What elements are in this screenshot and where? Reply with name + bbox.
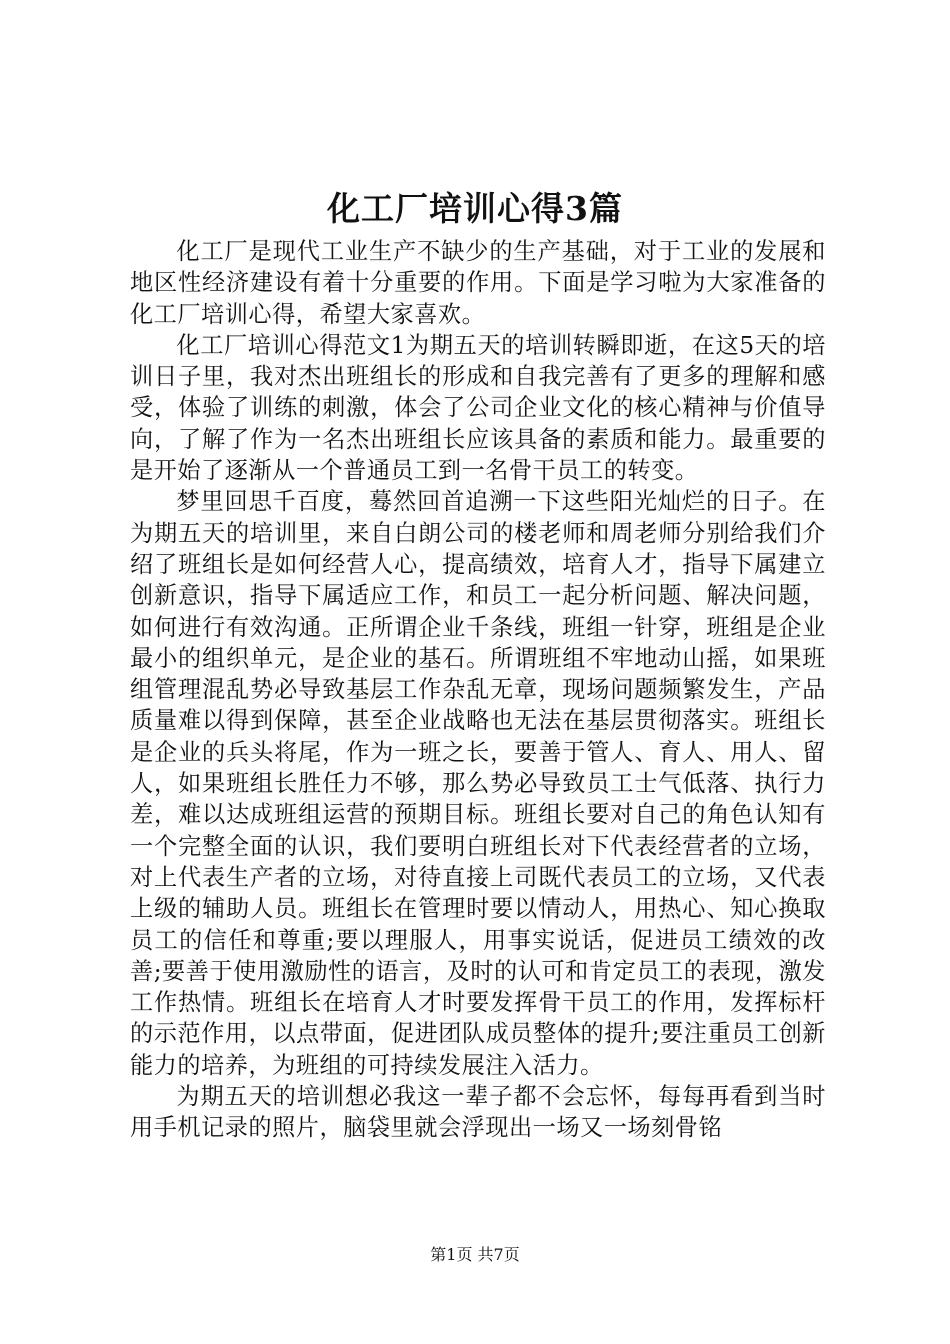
- document-title: 化工厂培训心得3篇: [327, 189, 623, 228]
- paragraph-sample-1: 化工厂培训心得范文1为期五天的培训转瞬即逝，在这5天的培训日子里，我对杰出班组长的形成和自我完善有了更多的理解和感受，体验了训练的刺激，体会了公司企业文化的核心精神与价值导向，了解了作为一名杰出班组长应该具备的素质和能力。最重要的是开始了逐渐从一个普通员工到一名骨干员工的转变。: [130, 331, 826, 485]
- paragraph-training-details: 梦里回思千百度，蓦然回首追溯一下这些阳光灿烂的日子。在为期五天的培训里，来自白朗公司的楼老师和周老师分别给我们介绍了班组长是如何经营人心，提高绩效，培育人才，指导下属建立创新意识，指导下属适应工作，和员工一起分析问题、解决问题，如何进行有效沟通。正所谓企业千条线，班组一针穿，班组是企业最小的组织单元，是企业的基石。所谓班组不牢地动山摇，如果班组管理混乱势必导致基层工作杂乱无章，现场问题频繁发生，产品质量难以得到保障，甚至企业战略也无法在基层贯彻落实。班组长是企业的兵头将尾，作为一班之长，要善于管人、育人、用人、留人，如果班组长胜任力不够，那么势必导致员工士气低落、执行力差，难以达成班组运营的预期目标。班组长要对自己的角色认知有一个完整全面的认识，我们要明白班组长对下代表经营者的立场，对上代表生产者的立场，对待直接上司既代表员工的立场，又代表上级的辅助人员。班组长在管理时要以情动人，用热心、知心换取员工的信任和尊重;要以理服人，用事实说话，促进员工绩效的改善;要善于使用激励性的语言，及时的认可和肯定员工的表现，激发工作热情。班组长在培育人才时要发挥骨干员工的作用，发挥标杆的示范作用，以点带面，促进团队成员整体的提升;要注重员工创新能力的培养，为班组的可持续发展注入活力。: [130, 488, 826, 1079]
- page-footer: 第1页 共7页: [430, 1245, 520, 1264]
- paragraph-memories: 为期五天的培训想必我这一辈子都不会忘怀，每每再看到当时用手机记录的照片，脑袋里就会浮现出一场又一场刻骨铭: [130, 1083, 826, 1142]
- paragraph-intro: 化工厂是现代工业生产不缺少的生产基础，对于工业的发展和地区性经济建设有着十分重要的作用。下面是学习啦为大家准备的化工厂培训心得，希望大家喜欢。: [130, 238, 826, 328]
- document-body: [130, 236, 826, 1144]
